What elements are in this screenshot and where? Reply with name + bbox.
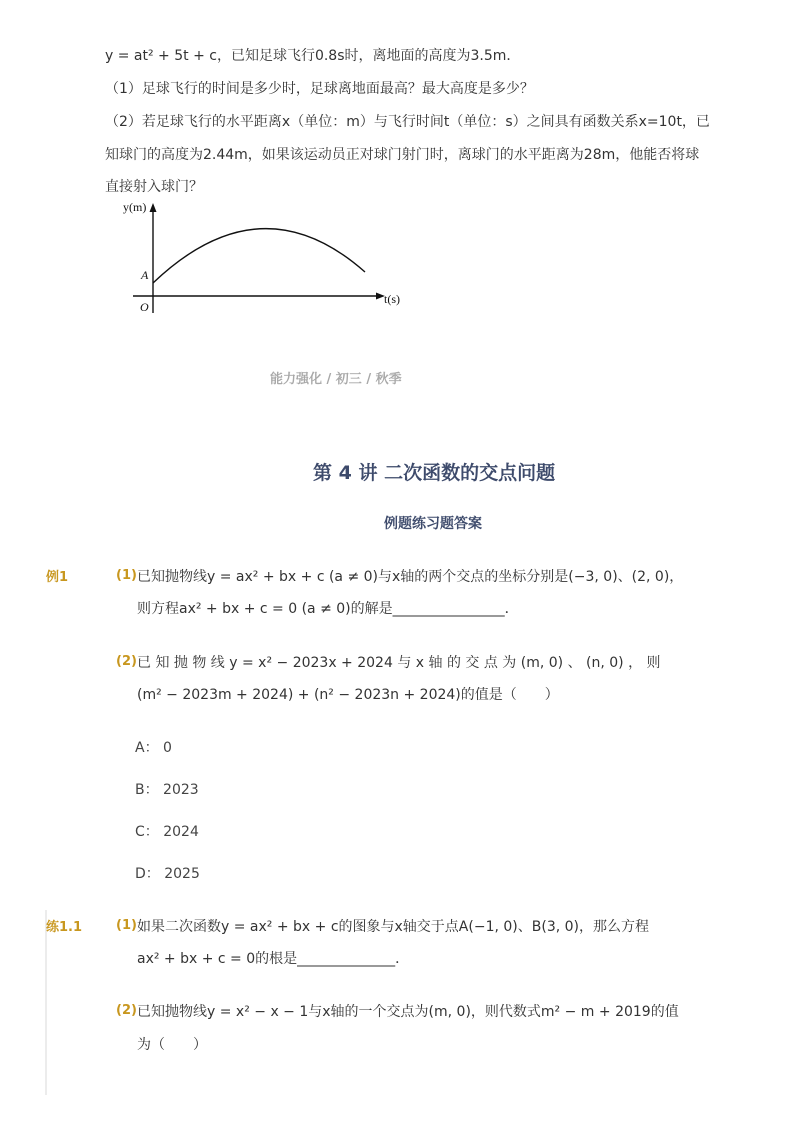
option-b: B： 2023 [135, 782, 199, 798]
practice-1-1-part2-line2: 为（ ） [137, 1037, 207, 1053]
problem-line-formula: y = at² + 5t + c，已知足球飞行0.8s时，离地面的高度为3.5m． [105, 48, 521, 64]
practice-1-1-part1-line2: ax² + bx + c = 0的根是______________． [137, 951, 410, 967]
practice-1-1-part2-line1: 已知抛物线y = x² − x − 1与x轴的一个交点为(m, 0)，则代数式m² − m + 2019的值 [137, 1004, 679, 1020]
practice-1-1-part2-number: (2) [116, 1003, 137, 1018]
example-1-part2-line2: (m² − 2023m + 2024) + (n² − 2023n + 2024)的值是（ ） [137, 687, 559, 703]
problem-question-2-line3: 直接射入球门？ [105, 179, 203, 195]
problem-question-1: （1）足球飞行的时间是多少时，足球离地面最高？最大高度是多少？ [105, 81, 534, 97]
page-footer-breadcrumb: 能力强化 / 初三 / 秋季 [270, 372, 402, 387]
example-1-part2-line1: 已 知 抛 物 线 y = x² − 2023x + 2024 与 x 轴 的 交 点 为 (m, 0) 、 (n, 0) ， 则 [137, 655, 661, 671]
example-1-part1-line1: 已知抛物线y = ax² + bx + c (a ≠ 0)与x轴的两个交点的坐标分别是(−3, 0)、(2, 0)， [137, 569, 684, 585]
point-a-label: A [141, 268, 149, 282]
problem-question-2-line2: 知球门的高度为2.44m，如果该运动员正对球门射门时，离球门的水平距离为28m，他能否将球 [105, 147, 700, 163]
problem-question-2-line1: （2）若足球飞行的水平距离x（单位：m）与飞行时间t（单位：s）之间具有函数关系x=10t，已 [105, 114, 710, 130]
option-d: D： 2025 [135, 866, 200, 882]
example-1-label: 例1 [46, 570, 69, 585]
parabola-curve [153, 229, 365, 283]
example-1-part2-number: (2) [116, 654, 137, 669]
y-axis-label: y(m) [123, 200, 147, 214]
practice-1-1-part1-number: (1) [116, 918, 137, 933]
left-margin-bar [45, 910, 47, 1095]
example-1-part1-number: (1) [116, 568, 137, 583]
practice-1-1-part1-line1: 如果二次函数y = ax² + bx + c的图象与x轴交于点A(−1, 0)、B(3, 0)，那么方程 [137, 919, 649, 935]
trajectory-graph [115, 195, 415, 320]
y-axis-arrow [150, 203, 157, 212]
option-c: C： 2024 [135, 824, 199, 840]
lecture-title: 第 4 讲 二次函数的交点问题 [313, 462, 556, 484]
section-title: 例题练习题答案 [384, 516, 482, 532]
example-1-part1-line2: 则方程ax² + bx + c = 0 (a ≠ 0)的解是________________． [137, 601, 519, 617]
x-axis-label: t(s) [384, 292, 400, 306]
origin-label: O [140, 300, 149, 314]
option-a: A： 0 [135, 740, 172, 756]
practice-1-1-label: 练1.1 [46, 920, 83, 935]
